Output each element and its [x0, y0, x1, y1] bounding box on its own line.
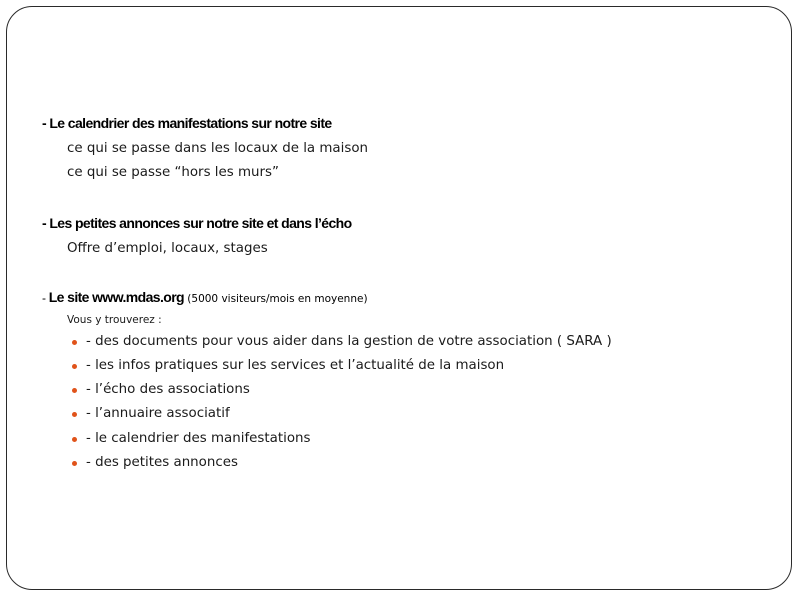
site-heading — [42, 289, 368, 305]
classifieds-heading: - Les petites annonces sur notre site et dans l’écho — [42, 215, 352, 231]
classifieds-line-offers: Offre d’emploi, locaux, stages — [67, 241, 268, 256]
bullet-icon — [72, 364, 77, 369]
site-bullet-directory: - l’annuaire associatif — [86, 406, 230, 421]
bullet-icon — [72, 437, 77, 442]
site-bullet-infos: - les infos pratiques sur les services et l’actualité de la maison — [86, 358, 505, 373]
bullet-icon — [72, 461, 77, 466]
bullet-icon — [72, 388, 77, 393]
site-bullet-documents: - des documents pour vous aider dans la gestion de votre association ( SARA ) — [86, 334, 612, 349]
site-bullet-echo: - l’écho des associations — [86, 382, 250, 397]
calendar-line-outside: ce qui se passe “hors les murs” — [67, 165, 279, 180]
site-dash: - — [42, 291, 46, 305]
bullet-icon — [72, 412, 77, 417]
calendar-line-local: ce qui se passe dans les locaux de la maison — [67, 141, 369, 156]
site-visitors-note: (5000 visiteurs/mois en moyenne) — [187, 293, 368, 305]
site-intro: Vous y trouverez : — [67, 314, 162, 326]
calendar-heading: - Le calendrier des manifestations sur notre site — [42, 115, 332, 131]
site-bullet-calendar: - le calendrier des manifestations — [86, 431, 311, 446]
site-url-heading: Le site www.mdas.org — [48, 289, 184, 305]
bullet-icon — [72, 340, 77, 345]
site-bullet-classifieds: - des petites annonces — [86, 455, 238, 470]
